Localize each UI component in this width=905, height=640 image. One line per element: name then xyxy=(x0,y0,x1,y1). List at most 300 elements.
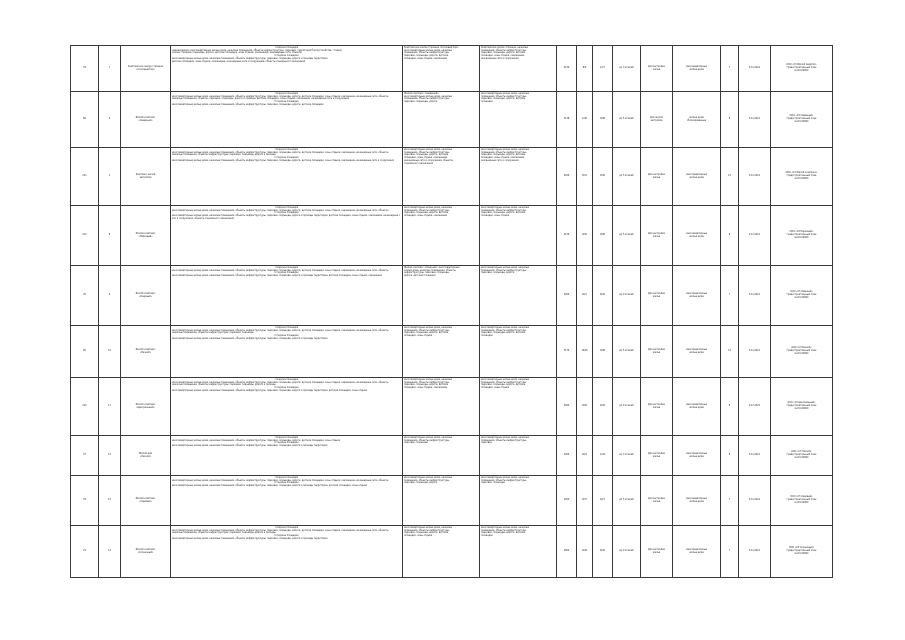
cell-line: многоквартирные xyxy=(686,172,707,176)
cell-line: помещения, объекты инфраструктуры, xyxy=(481,208,527,212)
cell-line: 2924 xyxy=(563,404,570,408)
cell-line: ООО «СЗ Речной» xyxy=(791,346,812,350)
cell-line: 1/27 xyxy=(600,66,605,70)
cell-line: парковки, подъезды, дороги, детские xyxy=(481,51,526,55)
cell-line: 9 xyxy=(108,293,111,297)
cell-line: 7 xyxy=(728,498,731,502)
purpose-secondary xyxy=(480,436,557,476)
cell-line: парковки, подъезды, дороги, детские xyxy=(481,211,526,215)
cell-line: помещения, объекты инфраструктуры, xyxy=(481,478,527,482)
cell-line: 78 xyxy=(83,66,86,70)
count-value xyxy=(721,378,739,436)
cell-line: 210 xyxy=(82,404,87,408)
row-number xyxy=(71,436,99,476)
cell-line: Жилой комплекс xyxy=(135,115,156,119)
cell-line: парковки, подъезды, дороги, детские xyxy=(481,153,526,157)
cell-line: многоквартирные жилые дома, нежилые помещения, объекты инфраструктуры, парковки, подъезды, дороги, детские площадки, зоны отдыха, озеленение, инженерные сети, объекты xyxy=(172,478,389,482)
cell-line: Жилой комплекс xyxy=(135,547,156,551)
cell-line: II подзона площадки xyxy=(274,211,299,215)
cell-line: II подзона площадки xyxy=(274,54,299,58)
cell-text xyxy=(558,405,575,408)
zone-description xyxy=(171,436,403,476)
cell-line: II подзона площадки xyxy=(274,271,299,275)
cell-line: II подзона площадки xyxy=(274,156,299,160)
cell-line: Жилой комплекс xyxy=(135,402,156,406)
cell-line: жилья xyxy=(652,350,661,354)
cell-line: многоквартирные жилые дома, нежилые xyxy=(481,205,529,209)
row-index xyxy=(99,326,121,378)
cell-line: 8 xyxy=(108,233,111,237)
cell-text xyxy=(404,327,478,339)
cell-line: площадки, зоны отдыха, озеленение xyxy=(404,386,448,390)
building-type xyxy=(673,326,721,378)
cell-line: парковки, подъезды, дороги, детские xyxy=(481,97,526,101)
cell-line: нежилые помещения, объекты, парковки, подъезды, дороги и проезды, детские площадки, зоны отдыха, озеленение, инженерные сети и сооружения xyxy=(172,97,349,101)
building-type xyxy=(673,266,721,326)
cell-line: нежилые помещения, объекты инфраструктуры, парковки, подъезды xyxy=(172,331,254,335)
cell-text xyxy=(674,66,719,72)
cell-line: многоквартирные жилые дома, нежилые помещения, объекты инфраструктуры, парковки, подъезды, дороги и проезды территории xyxy=(172,57,328,61)
cell-line: помещения, объекты инфраструктуры, xyxy=(481,94,527,98)
cell-line: помещения, объекты инфраструктуры, xyxy=(404,150,450,154)
cell-line: «Сосновый бор» xyxy=(136,67,155,71)
cell-text xyxy=(404,47,478,62)
cell-line: Комплексное жилое строение xyxy=(128,64,163,68)
cell-line: помещения, объекты инфраструктуры, xyxy=(481,48,527,52)
cell-line: 76 xyxy=(83,293,86,297)
cell-line: Для застройки xyxy=(648,291,665,295)
object-name xyxy=(121,526,171,578)
cell-line: «Парковый» xyxy=(138,234,153,238)
cell-line: многоквартирные жилые дома, нежилые помещения, объекты инфраструктуры, парковки, подъезды, дороги, детские площадки xyxy=(172,103,324,107)
cell-line: 0.12.2021 xyxy=(748,293,761,297)
ratio-a xyxy=(577,206,593,266)
cell-line: Комплекс жилой xyxy=(135,172,156,176)
cell-text xyxy=(72,550,97,553)
cell-line: 80 xyxy=(83,117,86,121)
cell-line: помещения, объекты инфраструктуры, xyxy=(404,208,450,212)
cell-line: многоквартирные xyxy=(686,64,707,68)
cell-text xyxy=(481,149,555,164)
cell-line: инженерные сети и сооружения, объекты xyxy=(404,159,453,163)
cell-line: 0.12.2021 xyxy=(748,233,761,237)
ratio-a xyxy=(577,476,593,526)
usage-type xyxy=(641,526,673,578)
cell-text xyxy=(100,499,119,502)
count-value xyxy=(721,206,739,266)
cell-line: 3175 xyxy=(563,349,570,353)
developer xyxy=(771,326,833,378)
cell-line: парковки, подъезды xyxy=(404,441,428,445)
cell-text xyxy=(122,293,169,299)
cell-text xyxy=(558,175,575,178)
purpose-secondary xyxy=(480,526,557,578)
count-value xyxy=(721,148,739,206)
cell-line: многоквартирные жилые дома, нежилые xyxy=(481,91,529,95)
ratio-a xyxy=(577,148,593,206)
cell-line: Градостроительный план xyxy=(786,293,817,297)
cell-line: помещения, объекты инфраструктуры, xyxy=(481,328,527,332)
row-index xyxy=(99,206,121,266)
cell-text xyxy=(172,527,401,542)
cell-line: многоквартирные жилые дома, нежилые помещения, объекты инфраструктуры, парковки, подъезды, дороги, детские площадки, зоны отдыха xyxy=(172,438,340,442)
cell-line: Жилой комплекс xyxy=(135,347,156,351)
cell-line: 8/9 xyxy=(582,66,587,70)
cell-line: Для застройки xyxy=(648,547,665,551)
cell-line: парковки, подъезды, дороги, детские xyxy=(404,153,449,157)
cell-line: 37 xyxy=(83,453,86,457)
cell-line: парковки, подъезды, дороги, детские xyxy=(481,383,526,387)
cell-text xyxy=(172,477,401,489)
table-row xyxy=(71,92,833,148)
count-value xyxy=(721,476,739,526)
cell-line: 0/45 xyxy=(582,233,587,237)
cell-text xyxy=(578,294,591,297)
cell-line: 0.12.2021 xyxy=(748,174,761,178)
purpose-primary xyxy=(403,378,480,436)
cell-line: помещения, объекты инфраструктуры, xyxy=(404,51,450,55)
cell-text xyxy=(772,115,831,124)
cell-text xyxy=(481,267,555,276)
cell-line: ООО «СЗ Садовый» xyxy=(790,495,813,499)
building-type xyxy=(673,526,721,578)
cell-text xyxy=(614,118,639,121)
cell-text xyxy=(674,349,719,355)
cell-line: многоквартирные жилые дома, нежилые xyxy=(404,147,452,151)
cell-line: помещения, объекты инфраструктуры, xyxy=(481,438,527,442)
cell-line: № RU-00000 xyxy=(794,68,809,72)
cell-text xyxy=(642,233,671,239)
cell-line: помещения, объекты инфраструктуры, xyxy=(404,478,450,482)
cell-line: II подзона площадки xyxy=(274,441,299,445)
cell-line: многоквартирные жилые дома, нежилые помещения, объекты инфраструктуры, парковки, подъезды, дороги и проезды территории xyxy=(172,537,328,541)
row-index xyxy=(99,46,121,92)
cell-line: 0/27 xyxy=(600,498,605,502)
cell-text xyxy=(594,499,611,502)
cell-line: 0/49 xyxy=(582,404,587,408)
cell-text xyxy=(772,231,831,240)
usage-type xyxy=(641,206,673,266)
ratio-b xyxy=(593,266,613,326)
usage-type xyxy=(641,92,673,148)
cell-line: площадки, зоны отдыха xyxy=(481,386,510,390)
cell-text xyxy=(740,175,769,178)
cell-line: II подзона площадки xyxy=(274,481,299,485)
cell-line: 2925 xyxy=(563,498,570,502)
cell-line: 8 xyxy=(728,117,731,121)
cell-line: ООО «СЗ Озерный» xyxy=(790,290,813,294)
cell-text xyxy=(674,117,719,123)
cell-text xyxy=(122,66,169,72)
cell-line: помещения, объекты инфраструктуры, xyxy=(404,528,450,532)
row-number xyxy=(71,46,99,92)
cell-line: многоквартирные жилые дома, нежилые xyxy=(404,94,452,98)
purpose-primary xyxy=(403,92,480,148)
cell-text xyxy=(614,405,639,408)
cell-text xyxy=(722,234,737,237)
building-type xyxy=(673,92,721,148)
cell-text xyxy=(722,350,737,353)
cell-text xyxy=(772,451,831,460)
cell-line: № RU-00000 xyxy=(794,406,809,410)
cell-line: Градостроительный план xyxy=(786,117,817,121)
cell-line: 2802 xyxy=(563,549,570,553)
floors xyxy=(613,92,641,148)
cell-line: многоквартирные жилые дома, нежилые xyxy=(481,435,529,439)
cell-line: многоквартирные жилые дома, нежилые помещения, объекты инфраструктуры, парковки, подъезды, дороги, детские площадки, зоны отдыха, озеленение, инженерные сети и сооружения xyxy=(172,159,394,163)
cell-text xyxy=(642,349,671,355)
object-name xyxy=(121,46,171,92)
cell-line: многоквартирные жилые дома, нежилые помещения, объекты инфраструктуры, парковки, подъезды, дороги, детские площадки, зоны отдыха, озеленение, инженерные сети, объекты xyxy=(172,208,389,212)
purpose-secondary xyxy=(480,92,557,148)
cell-text xyxy=(72,234,97,237)
cell-line: Для застройки xyxy=(648,231,665,235)
cell-line: парковки, подъезды, дороги, детские xyxy=(481,331,526,335)
cell-line: площадки, зоны отдыха xyxy=(481,214,510,218)
cell-text xyxy=(642,66,671,72)
cell-line: 0/98 xyxy=(600,349,605,353)
cell-line: Градостроительный план xyxy=(786,66,817,70)
cell-text xyxy=(722,499,737,502)
table-body xyxy=(71,46,833,578)
row-index xyxy=(99,476,121,526)
cell-line: парковки, подъезды, дороги, детские xyxy=(404,383,449,387)
cell-text xyxy=(558,454,575,457)
cell-line: до 3 этажей xyxy=(619,66,634,70)
cell-line: жилья xyxy=(652,499,661,503)
purpose-primary xyxy=(403,476,480,526)
cell-line: Для застройки xyxy=(648,496,665,500)
purpose-primary xyxy=(403,526,480,578)
cell-line: многоквартирные жилые дома, нежилые xyxy=(481,525,529,529)
cell-text xyxy=(404,437,478,446)
cell-text xyxy=(578,175,591,178)
row-number xyxy=(71,206,99,266)
ratio-b xyxy=(593,92,613,148)
cell-line: жилые дома xyxy=(689,454,704,458)
cell-line: I подзона площадки xyxy=(274,325,299,329)
cell-text xyxy=(100,405,119,408)
cell-text xyxy=(614,67,639,70)
purpose-secondary xyxy=(480,46,557,92)
cell-line: Жилой дом xyxy=(138,451,153,455)
cell-line: «Речной» xyxy=(140,350,151,354)
cell-line: 85 xyxy=(83,349,86,353)
cell-text xyxy=(594,294,611,297)
cell-text xyxy=(172,47,401,64)
table-row xyxy=(71,526,833,578)
cell-line: Для жилой xyxy=(650,115,663,119)
zone-description xyxy=(171,148,403,206)
cell-line: социального назначения xyxy=(404,162,433,166)
cell-text xyxy=(404,527,478,539)
cell-line: 12 xyxy=(728,174,731,178)
cell-line: Градостроительный план xyxy=(786,349,817,353)
cell-text xyxy=(404,149,478,166)
cell-line: № RU-00000 xyxy=(794,119,809,123)
cell-text xyxy=(740,67,769,70)
cell-line: I подзона площадки xyxy=(274,205,299,209)
cell-line: Градостроительный план xyxy=(786,233,817,237)
cell-line: многоквартирные жилые дома, нежилые помещения, объекты инфраструктуры, парковки, подъезды, дороги и проезды территории xyxy=(172,337,328,341)
cell-line: площадки xyxy=(481,100,493,104)
cell-text xyxy=(614,234,639,237)
cell-line: до 5 этажей xyxy=(619,233,634,237)
cell-line: «Озерный» xyxy=(139,294,152,298)
cell-line: жилья xyxy=(652,550,661,554)
cell-text xyxy=(674,498,719,504)
zone-description xyxy=(171,46,403,92)
cell-text xyxy=(100,234,119,237)
cell-text xyxy=(100,118,119,121)
purpose-primary xyxy=(403,206,480,266)
cell-text xyxy=(642,498,671,504)
row-index xyxy=(99,148,121,206)
cell-line: парковки, подъезды, дороги, детские xyxy=(404,54,449,58)
area-value xyxy=(557,266,577,326)
area-value xyxy=(557,326,577,378)
cell-line: многоквартирные xyxy=(686,496,707,500)
purpose-primary xyxy=(403,436,480,476)
table-row xyxy=(71,436,833,476)
cell-line: Градостроительный план xyxy=(786,498,817,502)
cell-line: жилые строения, подъезды, дороги, детские площадки, зоны отдыха, озеленение, инженерные сети, объекты xyxy=(172,51,302,55)
cell-text xyxy=(172,379,401,394)
cell-text xyxy=(72,405,97,408)
cell-line: 7 xyxy=(108,66,111,70)
cell-line: до 9 этажей xyxy=(619,549,634,553)
cell-text xyxy=(594,118,611,121)
purpose-secondary xyxy=(480,476,557,526)
cell-line: многоквартирные жилые дома, нежилые помещения, объекты инфраструктуры, парковки, подъезды, дороги, детские площадки, зоны отдыха, озеленение, инженерные сети, объекты xyxy=(172,268,389,272)
cell-line: 8 xyxy=(728,453,731,457)
cell-line: жилые дома xyxy=(689,67,704,71)
cell-line: I подзона площадки xyxy=(274,525,299,529)
building-type xyxy=(673,378,721,436)
ratio-b xyxy=(593,326,613,378)
cell-line: до 5 этажей xyxy=(619,498,634,502)
cell-line: помещения, объекты инфраструктуры, xyxy=(481,150,527,154)
cell-line: 12 xyxy=(108,453,111,457)
cell-line: жилья xyxy=(652,67,661,71)
cell-line: I подзона площадки xyxy=(274,147,299,151)
cell-text xyxy=(122,117,169,123)
table-row xyxy=(71,266,833,326)
cell-line: 79 xyxy=(83,549,86,553)
cell-line: многоквартирные жилые дома, нежилые помещения, объекты инфраструктуры, парковки, подъезды, дороги и проезды территории, детские площадки, зоны отдыха xyxy=(172,389,367,393)
cell-text xyxy=(772,291,831,300)
cell-line: многоквартирные жилые дома, нежилые помещения, объекты инфраструктуры, парковки, подъезды, дороги, детские площадки, зоны отдыха, озеленение, инженерные сети, объекты xyxy=(172,528,389,532)
cell-line: сблокированные xyxy=(686,118,707,122)
cell-line: ООО «СЗ Солнечный» xyxy=(788,546,815,550)
cell-line: 0/37 xyxy=(582,498,587,502)
cell-line: до 3 этажей xyxy=(619,453,634,457)
cell-line: 78 xyxy=(83,498,86,502)
date-value xyxy=(739,46,771,92)
row-index xyxy=(99,92,121,148)
cell-line: жилые дома xyxy=(689,294,704,298)
cell-line: 0.12.2021 xyxy=(748,404,761,408)
cell-text xyxy=(72,350,97,353)
count-value xyxy=(721,526,739,578)
cell-text xyxy=(558,67,575,70)
object-name xyxy=(121,476,171,526)
building-type xyxy=(673,476,721,526)
ratio-b xyxy=(593,526,613,578)
cell-line: II подзона площадки xyxy=(274,386,299,390)
usage-type xyxy=(641,266,673,326)
object-name xyxy=(121,378,171,436)
cell-text xyxy=(722,175,737,178)
cell-line: нежилые помещения, объекты инфраструктуры, парковки, подъезды, дороги и проезды xyxy=(172,383,276,387)
cell-text xyxy=(614,175,639,178)
cell-line: парковки, подъезды, дороги xyxy=(481,271,515,275)
cell-line: помещения, объекты инфраструктуры, xyxy=(404,97,450,101)
cell-text xyxy=(100,175,119,178)
cell-text xyxy=(404,93,478,105)
cell-line: до 5 этажей xyxy=(619,349,634,353)
cell-line: многоквартирные жилые дома, нежилые помещения, объекты инфраструктуры, парковки, подъезды, дороги и проезды территории xyxy=(172,444,328,448)
developer xyxy=(771,476,833,526)
cell-line: ООО «СЗ Лесной» xyxy=(791,450,812,454)
cell-line: 0/41 xyxy=(582,174,587,178)
cell-text xyxy=(558,294,575,297)
ratio-a xyxy=(577,526,593,578)
purpose-secondary xyxy=(480,378,557,436)
date-value xyxy=(739,206,771,266)
cell-text xyxy=(642,453,671,459)
cell-line: наименования: многоквартирные жилые дома, нежилые помещения, объекты инфраструктуры, парковки, территория благоустройства, стоянки xyxy=(172,48,342,52)
purpose-secondary xyxy=(480,148,557,206)
cell-line: многоквартирные жилые дома, нежилые xyxy=(404,377,452,381)
cell-line: до 5 этажей xyxy=(619,117,634,121)
cell-line: 0/49 xyxy=(600,174,605,178)
cell-line: нежилые помещения, объекты инфраструктуры, парковки, подъезды, дороги и проезды xyxy=(172,153,276,157)
count-value xyxy=(721,436,739,476)
cell-text xyxy=(100,67,119,70)
cell-line: до 9 этажей xyxy=(619,404,634,408)
cell-line: II подзона площадки xyxy=(274,100,299,104)
document-table xyxy=(70,45,833,578)
cell-text xyxy=(72,175,97,178)
developer xyxy=(771,378,833,436)
count-value xyxy=(721,92,739,148)
cell-line: 1 xyxy=(108,174,111,178)
cell-line: многоквартирные жилые дома, нежилые xyxy=(404,475,452,479)
cell-text xyxy=(674,453,719,459)
cell-line: жилья xyxy=(652,234,661,238)
cell-line: № RU-00000 xyxy=(794,176,809,180)
cell-text xyxy=(172,207,401,222)
cell-line: ООО «СЗ Северный» xyxy=(789,114,814,118)
cell-line: помещения, объекты инфраструктуры, xyxy=(404,328,450,332)
cell-line: парковки, подъезды, дороги, детские xyxy=(404,331,449,335)
cell-line: Комплексное жилое строение «Сосновый бор»: xyxy=(404,45,460,49)
cell-text xyxy=(642,174,671,180)
cell-line: Для застройки xyxy=(648,64,665,68)
cell-line: жилья xyxy=(652,294,661,298)
cell-line: жилые дома xyxy=(689,405,704,409)
cell-line: 4 xyxy=(108,117,111,121)
cell-text xyxy=(614,499,639,502)
cell-text xyxy=(72,294,97,297)
ratio-b xyxy=(593,378,613,436)
cell-line: многоквартирные xyxy=(686,402,707,406)
cell-text xyxy=(578,118,591,121)
cell-line: «Центральный» xyxy=(136,405,155,409)
object-name xyxy=(121,92,171,148)
cell-text xyxy=(772,496,831,505)
